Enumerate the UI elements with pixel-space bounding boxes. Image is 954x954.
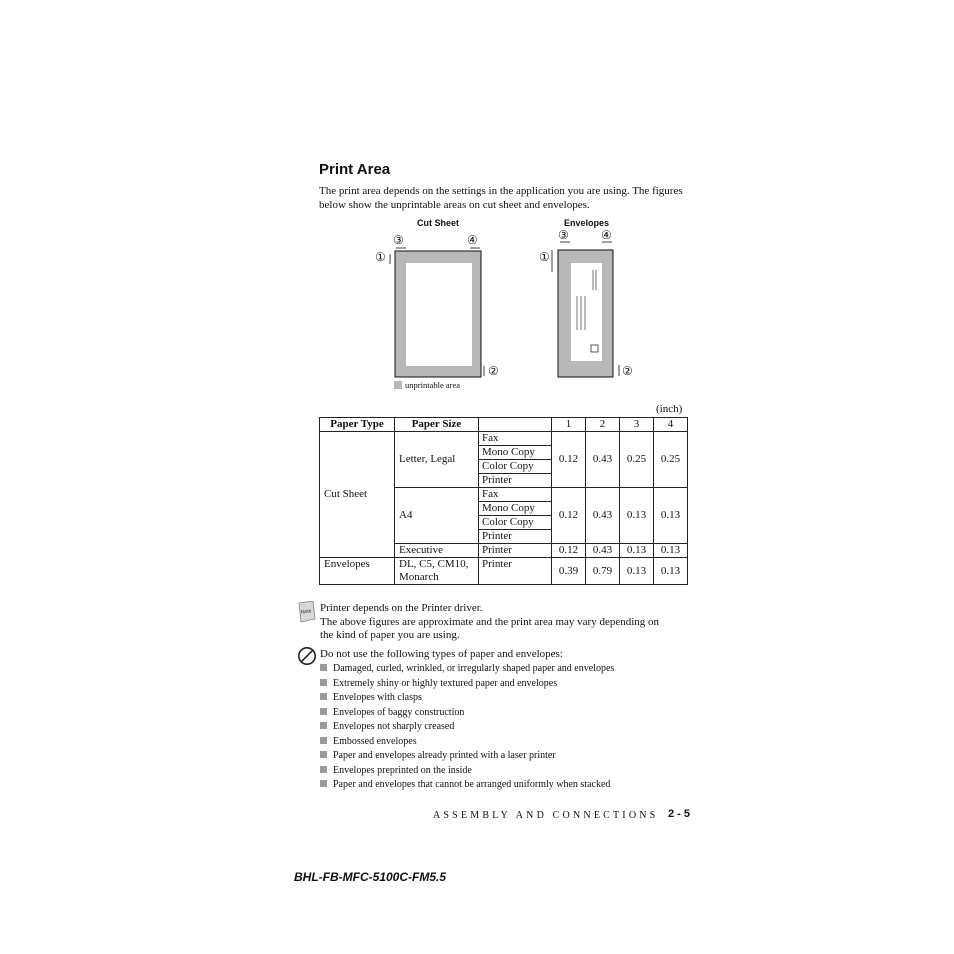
bullet-icon xyxy=(320,693,327,700)
cut-sheet-printable-area xyxy=(406,263,472,366)
cell-envelope-sizes-line1: DL, C5, CM10, xyxy=(399,558,469,570)
list-item: Envelopes not sharply creased xyxy=(320,720,614,735)
list-item: Paper and envelopes that cannot be arranged uniformly when stacked xyxy=(320,778,614,793)
header-1: 1 xyxy=(552,418,586,432)
cell-value: 0.13 xyxy=(654,488,688,544)
cell-mode: Color Copy xyxy=(479,516,552,530)
cell-letter-legal: Letter, Legal xyxy=(395,432,479,488)
cell-mode: Printer xyxy=(479,474,552,488)
bullet-icon xyxy=(320,751,327,758)
legend-swatch xyxy=(394,381,402,389)
cell-envelope-sizes-line2: Monarch xyxy=(399,571,439,583)
list-item: Damaged, curled, wrinkled, or irregularly shaped paper and envelopes xyxy=(320,662,614,677)
cell-mode: Color Copy xyxy=(479,460,552,474)
list-item: Envelopes with clasps xyxy=(320,691,614,706)
cell-value: 0.39 xyxy=(552,558,586,585)
marker-4-cut: ④ xyxy=(467,233,478,247)
marker-2-cut: ② xyxy=(488,364,499,378)
cell-mode: Printer xyxy=(479,544,552,558)
header-paper-size: Paper Size xyxy=(395,418,479,432)
cell-value: 0.13 xyxy=(654,544,688,558)
marker-1-env: ① xyxy=(539,250,550,264)
intro-paragraph: The print area depends on the settings in the application you are using. The figures below show the unprintable areas on cut sheet and envelopes. xyxy=(319,185,683,211)
cell-envelopes: Envelopes xyxy=(320,558,395,585)
cell-value: 0.13 xyxy=(620,544,654,558)
list-item: Envelopes of baggy construction xyxy=(320,706,614,721)
cell-executive: Executive xyxy=(395,544,479,558)
bullet-icon xyxy=(320,664,327,671)
warning-intro: Do not use the following types of paper and envelopes: xyxy=(320,648,563,660)
header-mode xyxy=(479,418,552,432)
note-line-2: The above figures are approximate and the print area may vary depending on xyxy=(320,615,660,628)
header-4: 4 xyxy=(654,418,688,432)
note-line-1: Printer depends on the Printer driver. xyxy=(320,602,483,614)
table-row xyxy=(320,432,688,446)
marker-3-env: ③ xyxy=(558,228,569,242)
cell-envelope-sizes xyxy=(395,558,479,585)
marker-2-env: ② xyxy=(622,364,633,378)
section-title: Print Area xyxy=(319,161,391,178)
cell-mode: Fax xyxy=(479,488,552,502)
unit-label: (inch) xyxy=(656,403,683,415)
note-line-3: the kind of paper you are using. xyxy=(320,629,460,641)
cell-value: 0.79 xyxy=(586,558,620,585)
prohibited-icon xyxy=(297,646,317,666)
warning-list xyxy=(320,662,614,793)
cell-mode: Fax xyxy=(479,432,552,446)
bullet-icon xyxy=(320,780,327,787)
list-item: Extremely shiny or highly textured paper and envelopes xyxy=(320,677,614,692)
header-paper-type: Paper Type xyxy=(320,418,395,432)
header-2: 2 xyxy=(586,418,620,432)
cell-value: 0.13 xyxy=(620,558,654,585)
envelope-printable-area xyxy=(571,263,602,361)
footer-section-title: ASSEMBLY AND CONNECTIONS xyxy=(433,810,659,821)
marker-4-env: ④ xyxy=(601,228,612,242)
bullet-icon xyxy=(320,708,327,715)
legend-label: unprintable area xyxy=(405,380,460,390)
cell-value: 0.13 xyxy=(620,488,654,544)
bullet-icon xyxy=(320,737,327,744)
cell-value: 0.12 xyxy=(552,432,586,488)
note-icon-label: Note xyxy=(300,608,312,616)
bullet-icon xyxy=(320,766,327,773)
cell-mode: Mono Copy xyxy=(479,502,552,516)
envelope-diagram xyxy=(540,230,650,390)
cell-value: 0.43 xyxy=(586,432,620,488)
list-item: Paper and envelopes already printed with a laser printer xyxy=(320,749,614,764)
table-row xyxy=(320,558,688,585)
cell-mode: Printer xyxy=(479,558,552,585)
table-header-row xyxy=(320,418,688,432)
marker-1-cut: ① xyxy=(375,250,386,264)
cell-value: 0.12 xyxy=(552,544,586,558)
header-3: 3 xyxy=(620,418,654,432)
cut-sheet-label: Cut Sheet xyxy=(417,218,460,228)
bullet-icon xyxy=(320,722,327,729)
list-item: Envelopes preprinted on the inside xyxy=(320,764,614,779)
cell-mode: Printer xyxy=(479,530,552,544)
bullet-icon xyxy=(320,679,327,686)
note-text xyxy=(320,602,692,643)
page-number: 2 - 5 xyxy=(668,808,691,820)
cell-value: 0.43 xyxy=(586,488,620,544)
cell-value: 0.43 xyxy=(586,544,620,558)
cell-cut-sheet: Cut Sheet xyxy=(320,432,395,558)
marker-3-cut: ③ xyxy=(393,233,404,247)
envelopes-label: Envelopes xyxy=(564,218,610,228)
note-icon xyxy=(296,601,316,623)
document-id: BHL-FB-MFC-5100C-FM5.5 xyxy=(294,870,447,884)
paper-area-table xyxy=(319,417,688,585)
cell-value: 0.12 xyxy=(552,488,586,544)
cell-value: 0.25 xyxy=(620,432,654,488)
list-item: Embossed envelopes xyxy=(320,735,614,750)
cell-value: 0.13 xyxy=(654,558,688,585)
cell-value: 0.25 xyxy=(654,432,688,488)
cell-a4: A4 xyxy=(395,488,479,544)
cell-mode: Mono Copy xyxy=(479,446,552,460)
